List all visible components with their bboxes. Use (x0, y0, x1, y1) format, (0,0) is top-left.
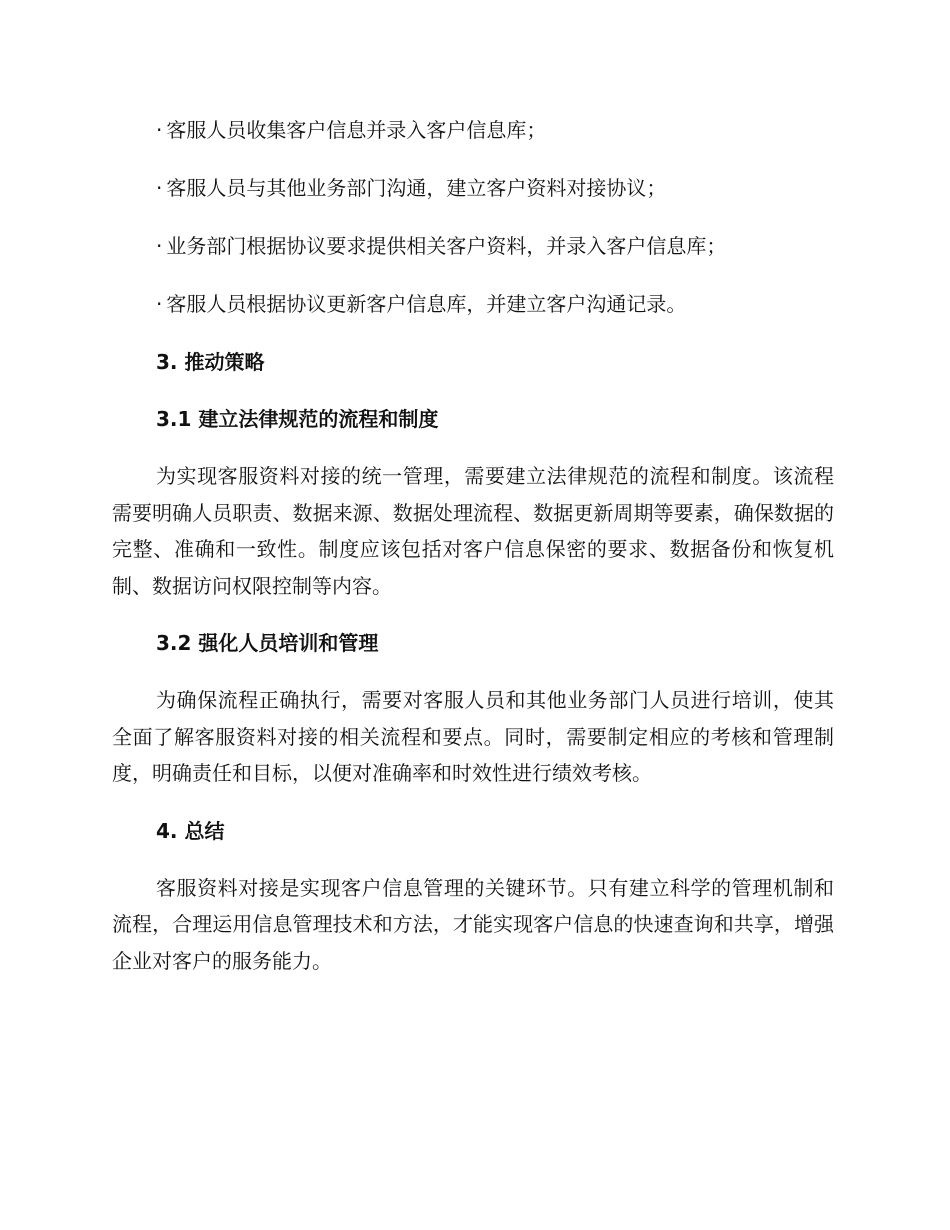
bullet-item (112, 228, 834, 264)
bullet-item (112, 170, 834, 206)
document-body (112, 112, 834, 1000)
bullet-text: 客服人员与其他业务部门沟通，建立客户资料对接协议； (166, 176, 667, 200)
bullet-text: 业务部门根据协议要求提供相关客户资料，并录入客户信息库； (166, 234, 727, 258)
section-heading-3: 3. 推动策略 (156, 350, 265, 374)
paragraph-3-2: 为确保流程正确执行，需要对客服人员和其他业务部门人员进行培训，使其全面了解客服资料对接的相关流程和要点。同时，需要制定相应的考核和管理制度，明确责任和目标，以便对准确率和时效性进行绩效考核。 (112, 688, 834, 785)
bullet-marker: · (156, 118, 163, 142)
bullet-text: 客服人员收集客户信息并录入客户信息库； (166, 118, 547, 142)
bullet-marker: · (156, 234, 163, 258)
bullet-item (112, 112, 834, 148)
bullet-marker: · (156, 292, 163, 316)
section-heading-3-2: 3.2 强化人员培训和管理 (156, 631, 379, 655)
bullet-text: 客服人员根据协议更新客户信息库，并建立客户沟通记录。 (166, 292, 687, 316)
section-heading-4: 4. 总结 (156, 818, 225, 843)
section-heading-3-1: 3.1 建立法律规范的流程和制度 (156, 407, 439, 431)
paragraph-3-1: 为实现客服资料对接的统一管理，需要建立法律规范的流程和制度。该流程需要明确人员职责、数据来源、数据处理流程、数据更新周期等要素，确保数据的完整、准确和一致性。制度应该包括对客户信息保密的要求、数据备份和恢复机制、数据访问权限控制等内容。 (112, 464, 834, 598)
bullet-item (112, 286, 834, 322)
paragraph-4: 客服资料对接是实现客户信息管理的关键环节。只有建立科学的管理机制和流程，合理运用信息管理技术和方法，才能实现客户信息的快速查询和共享，增强企业对客户的服务能力。 (112, 875, 834, 973)
bullet-marker: · (156, 176, 163, 200)
